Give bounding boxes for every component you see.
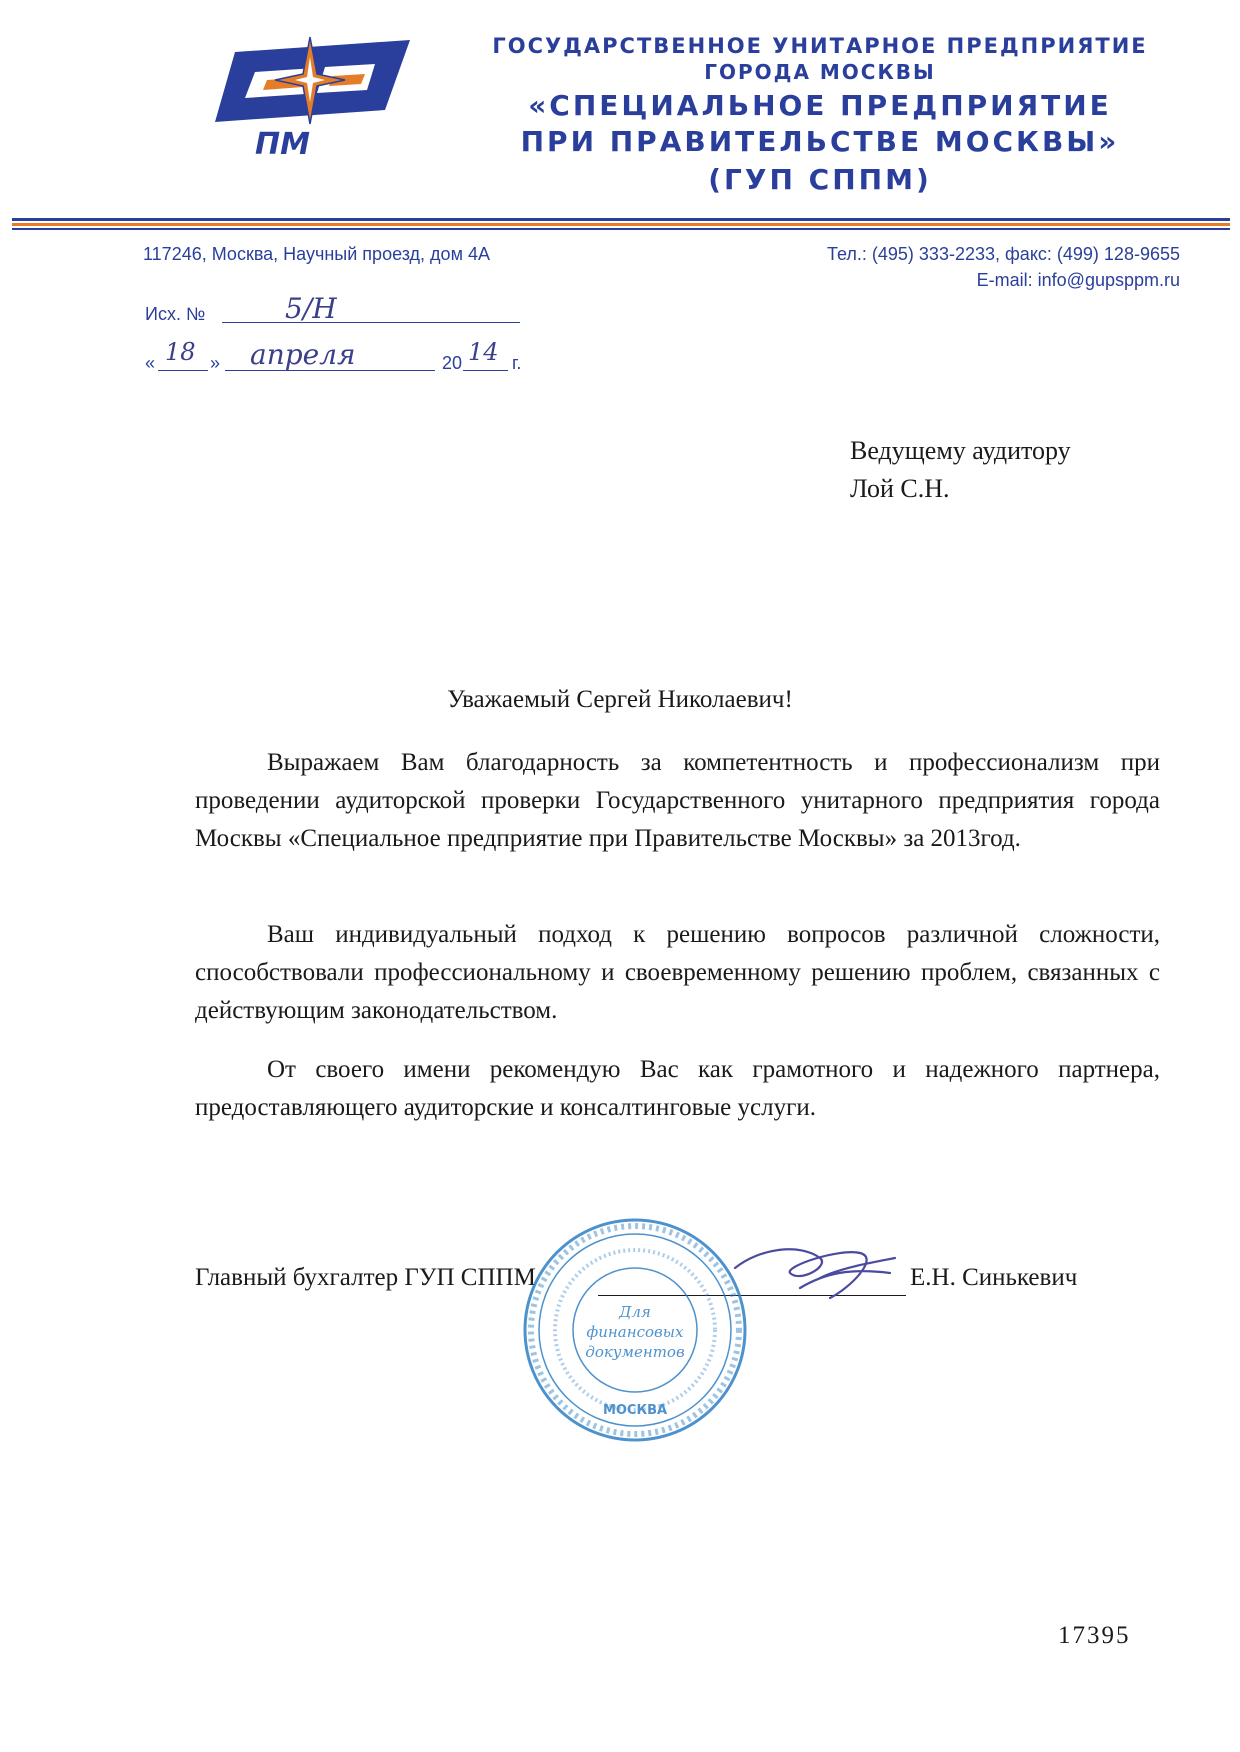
handwritten-signature bbox=[730, 1228, 900, 1308]
body-paragraph-1: Выражаем Вам благодарность за компетентность и профессионализм при проведении аудиторской проверки Государственного унитарного предприятия города Москвы «Специальное предприятие при Правительстве Москвы» за 2013год. bbox=[195, 749, 1160, 852]
header-rule-blue-bottom bbox=[12, 228, 1230, 230]
recipient-name: Лой С.Н. bbox=[850, 474, 950, 503]
logo-text-bottom: ПМ bbox=[255, 127, 310, 162]
recipient-block bbox=[850, 432, 1071, 508]
date-year-unit: г. bbox=[512, 353, 522, 373]
header-rule-orange bbox=[12, 223, 1230, 226]
date-year-line bbox=[463, 370, 508, 371]
stamp-city: МОСКВА bbox=[602, 1403, 668, 1418]
date-quote-close: » bbox=[210, 353, 221, 373]
stamp-center-line-1: Для bbox=[619, 1303, 651, 1321]
ref-number-handwritten: 5/Н bbox=[285, 292, 337, 325]
header-rule-blue-top bbox=[12, 218, 1230, 221]
body-paragraph-2: Ваш индивидуальный подход к решению вопросов различной сложности, способствовали профессиональному и своевременному решению проблем, связанных с действующим законодательством. bbox=[195, 921, 1160, 1024]
company-email: E-mail: info@gupsppm.ru bbox=[976, 270, 1180, 290]
org-line-5: (ГУП СППМ) bbox=[708, 163, 932, 196]
date-day-line bbox=[158, 370, 208, 371]
company-address: 117246, Москва, Научный проезд, дом 4А bbox=[143, 244, 490, 264]
date-year-prefix: 20 bbox=[442, 353, 463, 373]
company-logo bbox=[195, 32, 420, 162]
org-line-4: ПРИ ПРАВИТЕЛЬСТВЕ МОСКВЫ» bbox=[520, 125, 1120, 158]
logo-text-top: СП bbox=[200, 50, 202, 51]
official-stamp bbox=[520, 1215, 750, 1445]
signatory-title: Главный бухгалтер ГУП СППМ bbox=[195, 1264, 536, 1291]
org-line-3: «СПЕЦИАЛЬНОЕ ПРЕДПРИЯТИЕ bbox=[528, 89, 1112, 122]
org-line-2: ГОРОДА МОСКВЫ bbox=[704, 60, 936, 84]
signatory-name: Е.Н. Синькевич bbox=[910, 1264, 1078, 1291]
company-phone: Тел.: (495) 333-2233, факс: (499) 128-9655 bbox=[827, 244, 1180, 264]
stamp-center-line-3: документов bbox=[585, 1343, 685, 1361]
date-year-handwritten: 14 bbox=[468, 338, 499, 366]
recipient-title: Ведущему аудитору bbox=[850, 436, 1071, 465]
date-day-handwritten: 18 bbox=[165, 338, 196, 366]
date-quote-open: « bbox=[145, 353, 156, 373]
stamp-center-line-2: финансовых bbox=[586, 1323, 684, 1341]
date-month-handwritten: апреля bbox=[250, 338, 356, 371]
body-paragraph-3: От своего имени рекомендую Вас как грамотного и надежного партнера, предоставляющего аудиторские и консалтинговые услуги. bbox=[195, 1056, 1160, 1121]
org-line-1: ГОСУДАРСТВЕННОЕ УНИТАРНОЕ ПРЕДПРИЯТИЕ bbox=[492, 34, 1148, 58]
document-number: 17395 bbox=[1058, 1622, 1131, 1649]
ref-number-line bbox=[222, 322, 520, 323]
salutation: Уважаемый Сергей Николаевич! bbox=[447, 686, 793, 713]
ref-number-label: Исх. № bbox=[145, 304, 206, 324]
